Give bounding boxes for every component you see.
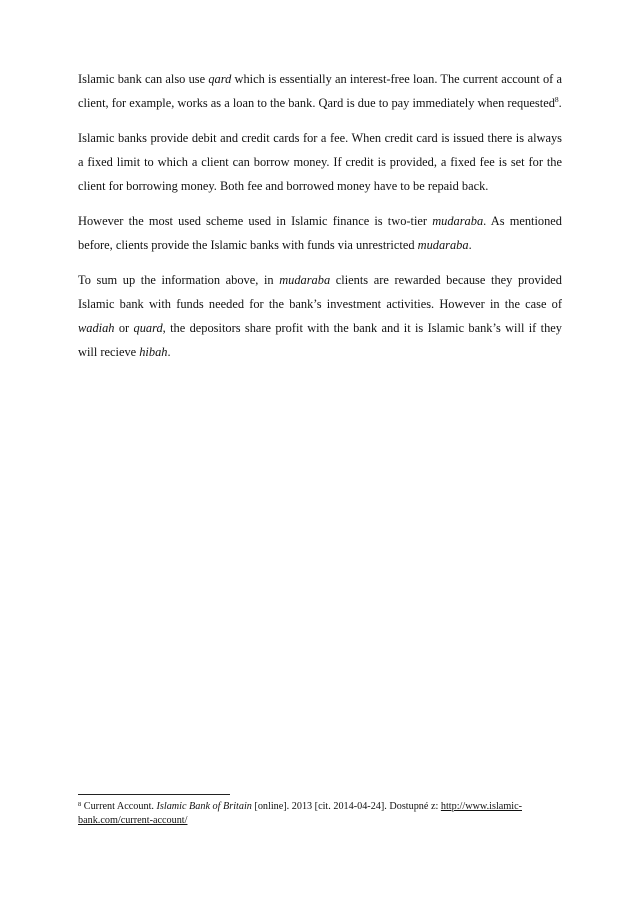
italic-term: wadiah bbox=[78, 321, 115, 335]
footnote-separator bbox=[78, 794, 230, 795]
page-body bbox=[78, 67, 562, 375]
footnote-reference[interactable]: 8 bbox=[554, 95, 559, 104]
italic-term: quard bbox=[133, 321, 163, 335]
paragraph-summary bbox=[78, 268, 562, 364]
footnote bbox=[78, 800, 562, 828]
text-run: . bbox=[167, 345, 171, 359]
italic-term: mudaraba bbox=[417, 238, 469, 252]
italic-term: mudaraba bbox=[279, 273, 331, 287]
paragraph-cards bbox=[78, 126, 562, 198]
text-run: clients are rewarded because they provided Islamic bank with funds needed for the bank’s investment activities. However in the case of bbox=[78, 273, 562, 311]
italic-term: qard bbox=[208, 72, 232, 86]
footnote-text: [online]. 2013 [cit. 2014-04-24]. Dostupné z: bbox=[251, 801, 441, 812]
footnote-text: Current Account. bbox=[81, 801, 157, 812]
paragraph-mudaraba bbox=[78, 209, 562, 257]
text-run: . bbox=[558, 96, 562, 110]
text-run: or bbox=[114, 321, 134, 335]
italic-term: hibah bbox=[139, 345, 168, 359]
text-run: Islamic banks provide debit and credit cards for a fee. When credit card is issued there is always a fixed limit to which a client can borrow money. If credit is provided, a fixed fee is set for the client for borrowing money. Both fee and borrowed money have to be repaid back. bbox=[78, 131, 562, 193]
text-run: which is essentially an interest-free loan. The current account of a client, for example, works as a loan to the bank. Qard is due to pay immediately when requested bbox=[78, 72, 562, 110]
footnote-link[interactable]: http://www.islamic-bank.com/current-account/ bbox=[78, 801, 522, 826]
text-run: . bbox=[468, 238, 472, 252]
paragraph-qard bbox=[78, 67, 562, 115]
text-run: , the depositors share profit with the bank and it is Islamic bank’s will if they will recieve bbox=[78, 321, 562, 359]
text-run: To sum up the information above, in bbox=[78, 273, 280, 287]
italic-term: mudaraba bbox=[432, 214, 484, 228]
footnote-source-title: Islamic Bank of Britain bbox=[156, 801, 252, 812]
text-run: However the most used scheme used in Islamic finance is two-tier bbox=[78, 214, 433, 228]
text-run: . As mentioned before, clients provide the Islamic banks with funds via unrestricted bbox=[78, 214, 562, 252]
footnote-number: 8 bbox=[78, 801, 82, 808]
text-run: Islamic bank can also use bbox=[78, 72, 209, 86]
